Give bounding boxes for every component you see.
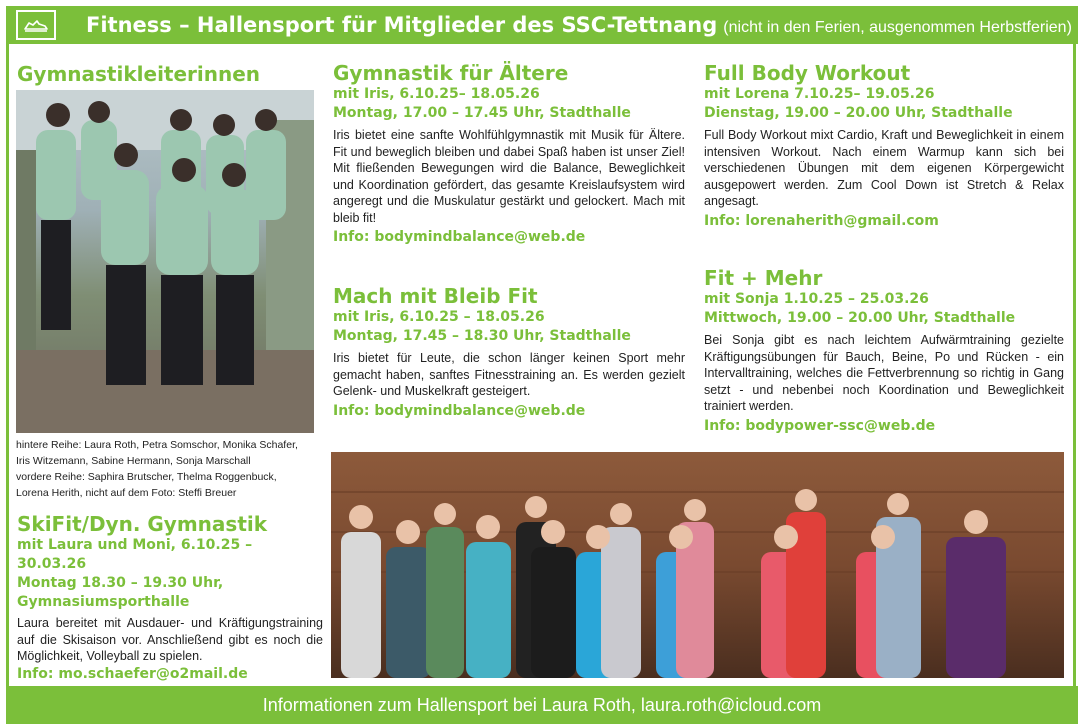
fullbody-time: Dienstag, 19.00 – 20.00 Uhr, Stadthalle: [704, 105, 1013, 121]
bleibfit-description: Iris bietet für Leute, die schon länger keinen Sport mehr gemacht haben, sanftes Fitnesstraining an. Es werden gezielt Gelenk- und Muskelkraft gesteigert.: [333, 351, 685, 398]
fitmehr-section: [704, 266, 1064, 436]
footer-contact: Informationen zum Hallensport bei Laura Roth, laura.roth@icloud.com: [262, 694, 822, 715]
fullbody-section: [704, 61, 1064, 231]
bleibfit-info-email[interactable]: Info: bodymindbalance@web.de: [333, 402, 586, 419]
fitmehr-title: Fit + Mehr: [704, 266, 823, 290]
fullbody-info-email[interactable]: Info: lorenaherith@gmail.com: [704, 212, 939, 229]
header-note: (nicht in den Ferien, ausgenommen Herbstferien): [723, 19, 1072, 36]
leaders-heading: Gymnastikleiterinnen: [17, 62, 261, 86]
header-bar: [6, 6, 1078, 44]
skifit-title: SkiFit/Dyn. Gymnastik: [17, 512, 268, 536]
leaders-photo: [16, 90, 314, 433]
skifit-time: Montag 18.30 – 19.30 Uhr,: [17, 575, 224, 591]
fullbody-description: Full Body Workout mixt Cardio, Kraft und Beweglichkeit in einem intensiven Workout. Nach einem Warmup kann sich bei verschiedenen Übungen mit dem eigenen Körpergewicht ausgepowert werden. Zum Cool Down ist Stretch & Relax angesagt.: [704, 128, 1064, 208]
bleibfit-title: Mach mit Bleib Fit: [333, 284, 538, 308]
skifit-info-email[interactable]: Info: mo.schaefer@o2mail.de: [17, 665, 248, 682]
bleibfit-section: [333, 284, 685, 421]
aeltere-section: [333, 61, 685, 247]
caption-line: hintere Reihe: Laura Roth, Petra Somschor, Monika Schafer,: [16, 439, 298, 451]
running-shoe-icon: [16, 10, 56, 40]
fitmehr-time: Mittwoch, 19.00 – 20.00 Uhr, Stadthalle: [704, 310, 1016, 326]
fitmehr-info-email[interactable]: Info: bodypower-ssc@web.de: [704, 417, 936, 434]
bleibfit-time: Montag, 17.45 – 18.30 Uhr, Stadthalle: [333, 328, 631, 344]
bleibfit-trainer: mit Iris, 6.10.25 – 18.05.26: [333, 309, 545, 325]
caption-line: vordere Reihe: Saphira Brutscher, Thelma Roggenbuck,: [16, 471, 277, 483]
fullbody-title: Full Body Workout: [704, 61, 911, 85]
fitmehr-trainer: mit Sonja 1.10.25 – 25.03.26: [704, 291, 929, 307]
skifit-description: Laura bereitet mit Ausdauer- und Kräftigungstraining auf die Skisaison vor. Anschließend gibt es noch die Möglichkeit, Volleyball zu spielen.: [17, 616, 323, 663]
skifit-trainer: mit Laura und Moni, 6.10.25 – 30.03.26: [17, 537, 253, 572]
aeltere-title: Gymnastik für Ältere: [333, 61, 569, 85]
group-photo: [331, 452, 1064, 678]
aeltere-time: Montag, 17.00 – 17.45 Uhr, Stadthalle: [333, 105, 631, 121]
skifit-section: [17, 512, 323, 684]
photo-caption: [16, 437, 316, 501]
aeltere-trainer: mit Iris, 6.10.25– 18.05.26: [333, 86, 540, 102]
aeltere-info-email[interactable]: Info: bodymindbalance@web.de: [333, 229, 586, 245]
fullbody-trainer: mit Lorena 7.10.25– 19.05.26: [704, 86, 935, 102]
footer-bar: [6, 686, 1078, 724]
skifit-location: Gymnasiumsporthalle: [17, 594, 190, 610]
fitmehr-description: Bei Sonja gibt es nach leichtem Aufwärmtraining gezielte Kräftigungsübungen für Bauch, Beine, Po und Rücken - ein Intervalltraining, welches die Fettverbrennung so richtig in Gang setzt - und nebenbei noch Koordination und Beweglichkeit trainiert werden.: [704, 333, 1064, 413]
caption-line: Lorena Herith, nicht auf dem Foto: Steffi Breuer: [16, 487, 237, 499]
page-title: Fitness – Hallensport für Mitglieder des SSC-Tettnang (nicht in den Ferien, ausgenommen Herbstferien): [86, 13, 1072, 37]
aeltere-description: Iris bietet eine sanfte Wohlfühlgymnastik mit Musik für Ältere. Fit und beweglich bleiben und dabei Spaß haben ist unser Ziel! Mit fließenden Bewegungen wird die Balance, Beweglichkeit und Koordination gefördert, das gesamte Kreislaufsystem wird angeregt und die Muskulatur gestärkt und gelockert. Mach mit bleib fit!: [333, 128, 685, 225]
caption-line: Iris Witzemann, Sabine Hermann, Sonja Marschall: [16, 455, 251, 467]
